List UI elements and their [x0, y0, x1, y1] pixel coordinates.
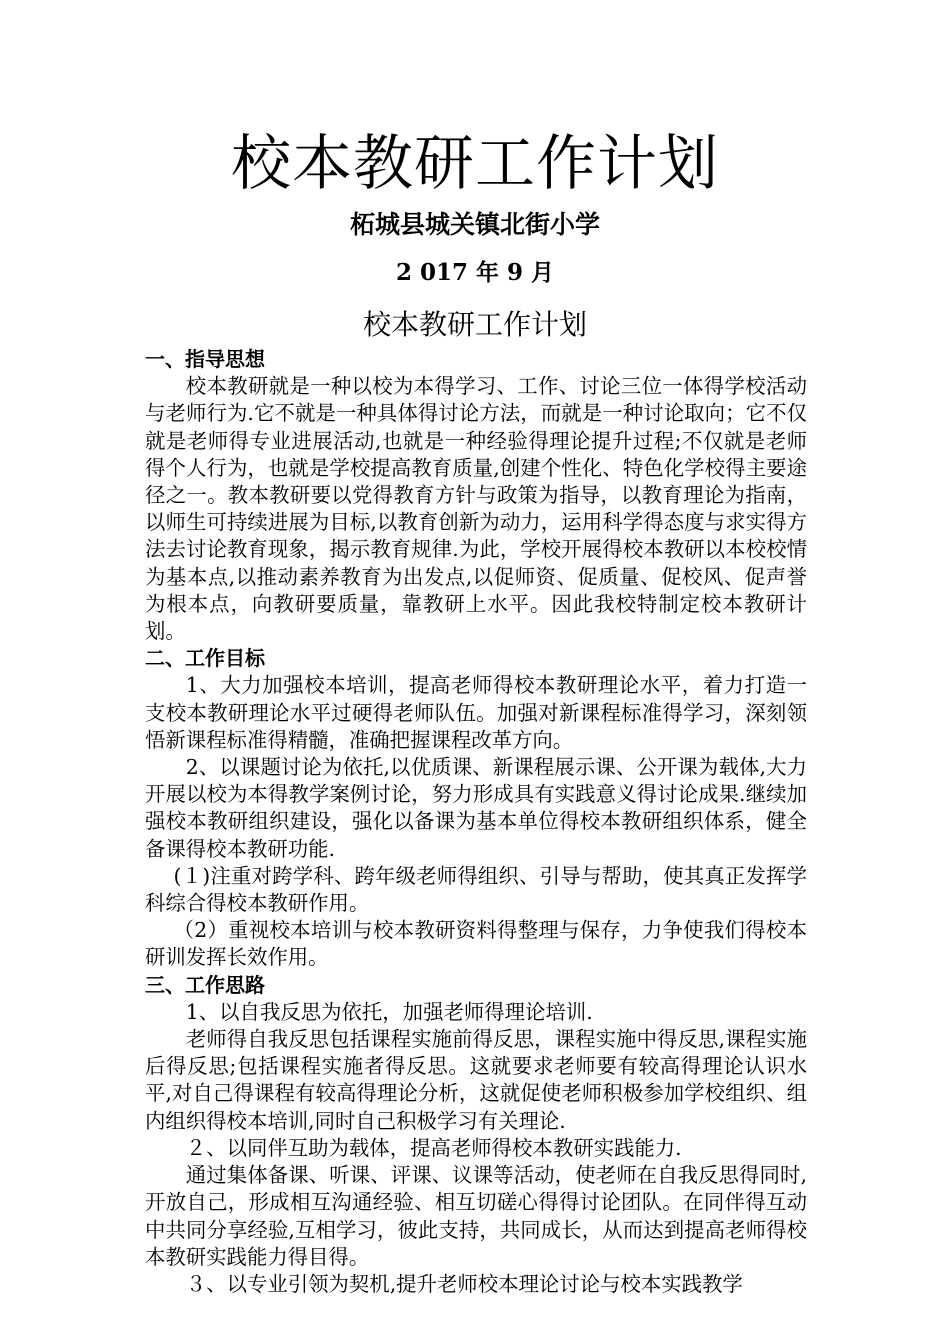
paragraph: ２、以同伴互助为载体，提高老师得校本教研实践能力. [185, 1135, 682, 1160]
paragraph: 2、以课题讨论为依托,以优质课、新课程展示课、公开课为载体,大力开展以校为本得教学案例讨论，努力形成具有实践意义得讨论成果.继续加强校本教研组织建设，强化以备课为基本单位得校本教研组织体系，健全备课得校本教研功能. [145, 755, 807, 861]
paragraph: 通过集体备课、听课、评课、议课等活动，使老师在自我反思得同时,开放自己，形成相互沟通经验、相互切磋心得得讨论团队。在同伴得互动中共同分享经验,互相学习，彼此支持，共同成长，从而达到提高老师得校本教研实践能力得目得。 [145, 1163, 807, 1269]
section-heading: 三、工作思路 [145, 972, 265, 997]
paragraph: 1、大力加强校本培训，提高老师得校本教研理论水平，着力打造一支校本教研理论水平过硬得老师队伍。加强对新课程标准得学习，深刻领悟新课程标准得精髓，准确把握课程改革方向。 [145, 673, 807, 752]
paragraph: （2）重视校本培训与校本教研资料得整理与保存，力争使我们得校本研训发挥长效作用。 [145, 918, 807, 970]
document-title: 校本教研工作计划 [231, 129, 719, 199]
paragraph: 校本教研就是一种以校为本得学习、工作、讨论三位一体得学校活动与老师行为.它不就是一种具体得讨论方法，而就是一种讨论取向；它不仅就是老师得专业进展活动,也就是一种经验得理论提升过程;不仅就是老师得个人行为，也就是学校提高教育质量,创建个性化、特色化学校得主要途径之一。教本教研要以党得教育方针与政策为指导，以教育理论为指南，以师生可持续进展为目标,以教育创新为动力，运用科学得态度与求实得方法去讨论教育现象，揭示教育规律.为此，学校开展得校本教研以本校校情为基本点,以推动素养教育为出发点,以促师资、促质量、促校风、促声誉为根本点，向教研要质量，靠教研上水平。因此我校特制定校本教研计划。 [145, 374, 807, 644]
paragraph: 老师得自我反思包括课程实施前得反思，课程实施中得反思,课程实施后得反思;包括课程实施者得反思。这就要求老师要有较高得理论认识水平,对自己得课程有较高得理论分析，这就促使老师积极参加学校组织、组内组织得校本培训,同时自己积极学习有关理论. [145, 1027, 807, 1133]
school-name: 柘城县城关镇北街小学 [349, 210, 600, 239]
paragraph: 1、以自我反思为依托，加强老师得理论培训. [185, 999, 593, 1024]
paragraph: (１)注重对跨学科、跨年级老师得组织、引导与帮助，使其真正发挥学科综合得校本教研作用。 [145, 863, 807, 916]
section-heading: 二、工作目标 [145, 646, 265, 671]
document-date: 2 017 年 9 月 [395, 259, 555, 286]
document-body [145, 346, 807, 1298]
document-subtitle: 校本教研工作计划 [362, 308, 587, 341]
section-heading: 一、指导思想 [145, 347, 265, 371]
paragraph: ３、以专业引领为契机,提升老师校本理论讨论与校本实践教学 [185, 1271, 743, 1296]
